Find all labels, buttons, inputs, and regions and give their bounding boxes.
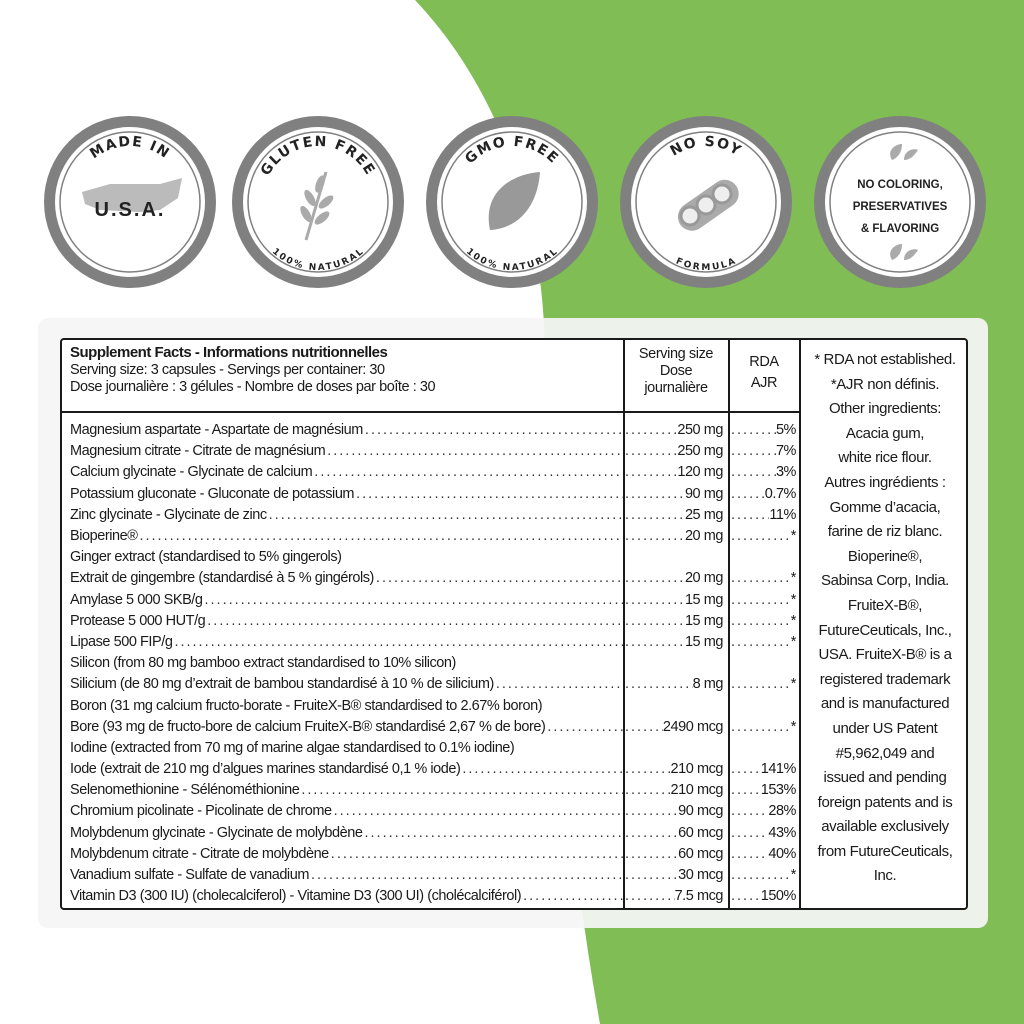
dot-leader	[545, 719, 623, 736]
dot-leader	[623, 803, 678, 820]
side-note-line: FruiteX-B®,	[847, 596, 923, 614]
dot-leader	[623, 846, 678, 863]
badge-line: & FLAVORING	[860, 223, 940, 235]
badge-bottom-text: 100% NATURAL	[464, 246, 560, 274]
dot-leader	[623, 507, 685, 524]
dot-leader	[623, 486, 685, 503]
dot-leader	[329, 846, 623, 863]
side-note-line: Bioperine®,	[847, 547, 923, 565]
header-line: journalière	[644, 380, 708, 396]
amount: 60 mcg	[678, 845, 723, 862]
ingredient-name: Lipase 500 FIP/g	[70, 633, 173, 650]
side-note-line: available exclusively	[821, 818, 949, 836]
dot-leader	[729, 613, 791, 630]
rda-value: *	[790, 867, 796, 884]
amount: 15 mg	[684, 591, 723, 608]
ingredient-name: Extrait de gingembre (standardisé à 5 % gingérols)	[70, 570, 374, 587]
dot-leader	[729, 825, 768, 842]
rda-value: 141%	[760, 761, 796, 778]
side-note-line: Other ingredients:	[828, 400, 942, 418]
dot-leader	[332, 803, 623, 820]
badge-bottom-text: 100% NATURAL	[270, 246, 366, 274]
amount: 2490 mcg	[662, 718, 723, 735]
badge-top-text: GLUTEN FREE	[257, 133, 379, 179]
table-row	[62, 611, 800, 632]
ingredient-name: Iodine (extracted from 70 mg of marine algae standardised to 0.1% iodine)	[70, 739, 515, 756]
dot-leader	[729, 761, 761, 778]
ingredient-name: Potassium gluconate - Gluconate de potassium	[70, 485, 355, 502]
table-row	[62, 632, 800, 653]
header-line: Dose	[659, 363, 693, 379]
table-row	[62, 759, 800, 780]
badge-gmo-free	[424, 114, 600, 290]
rda-value: *	[790, 633, 796, 650]
amount: 90 mg	[684, 485, 723, 502]
dot-leader	[460, 761, 623, 778]
dot-leader	[623, 464, 677, 481]
amount: 15 mg	[684, 633, 723, 650]
rda-value: 7%	[775, 443, 796, 460]
dot-leader	[623, 825, 678, 842]
table-row	[62, 717, 800, 738]
badge-line: PRESERVATIVES	[852, 201, 948, 213]
dot-leader	[363, 422, 623, 439]
rda-value: *	[790, 570, 796, 587]
side-note-line: and is manufactured	[820, 695, 950, 713]
badge-bottom-text: FORMULA	[674, 256, 738, 274]
side-note-line: Sabinsa Corp, India.	[821, 572, 949, 590]
amount: 120 mg	[677, 464, 723, 481]
table-row	[62, 484, 800, 505]
rda-value: 28%	[768, 803, 796, 820]
ingredient-name: Chromium picolinate - Picolinate de chrome	[70, 803, 332, 820]
rda-value: 5%	[775, 422, 796, 439]
dot-leader	[312, 464, 623, 481]
badge-no-soy	[618, 114, 794, 290]
side-note-line: registered trademark	[819, 670, 951, 688]
side-note-line: Acacia gum,	[845, 424, 925, 442]
ingredient-name: Vanadium sulfate - Sulfate de vanadium	[70, 867, 309, 884]
rda-value: 11%	[769, 506, 796, 523]
ingredient-name: Iode (extrait de 210 mg d’algues marines standardisé 0,1 % iode)	[70, 761, 461, 778]
dot-leader	[729, 867, 791, 884]
dot-leader	[267, 507, 623, 524]
dot-leader	[729, 719, 791, 736]
badge-top-text: MADE IN	[87, 133, 173, 163]
rda-value: 153%	[760, 782, 796, 799]
table-row	[62, 526, 800, 547]
header-line: RDA	[749, 354, 779, 370]
side-note-line: from FutureCeuticals,	[817, 842, 953, 860]
side-note-line: Inc.	[873, 867, 897, 885]
dot-leader	[623, 592, 685, 609]
ingredient-name: Silicium (de 80 mg d’extrait de bambou standardisé à 10 % de silicium)	[70, 676, 494, 693]
serving-en: Serving size: 3 capsules - Servings per container: 30	[70, 362, 385, 378]
badge-no-coloring	[812, 114, 988, 290]
rda-value: *	[790, 718, 796, 735]
dot-leader	[354, 486, 623, 503]
amount: 30 mcg	[678, 867, 723, 884]
table-row	[62, 780, 800, 801]
amount: 210 mcg	[670, 782, 723, 799]
ingredient-name: Amylase 5 000 SKB/g	[70, 591, 203, 608]
amount: 60 mcg	[678, 824, 723, 841]
badge-made-in	[42, 114, 218, 290]
table-row	[62, 886, 800, 907]
serving-size-header	[624, 346, 728, 397]
table-row	[62, 738, 800, 759]
rda-value: *	[790, 591, 796, 608]
side-note-line: foreign patents and is	[817, 793, 953, 811]
amount: 7.5 mcg	[674, 888, 723, 905]
dot-leader	[623, 888, 675, 905]
amount: 90 mcg	[678, 803, 723, 820]
side-notes	[802, 348, 968, 889]
dot-leader	[623, 570, 685, 587]
dot-leader	[623, 676, 693, 693]
amount: 8 mg	[692, 676, 723, 693]
dot-leader	[729, 507, 769, 524]
side-note-line: FutureCeuticals, Inc.,	[818, 621, 952, 639]
header-line: AJR	[750, 375, 778, 391]
side-note-line: Autres ingrédients :	[824, 473, 946, 491]
header-line: Serving size	[638, 346, 714, 362]
ingredient-name: Vitamin D3 (300 IU) (cholecalciferol) - Vitamine D3 (300 UI) (cholécalciférol)	[70, 888, 522, 905]
amount: 20 mg	[684, 528, 723, 545]
ingredient-name: Calcium glycinate - Glycinate de calcium	[70, 464, 313, 481]
ingredient-name: Molybdenum citrate - Citrate de molybdène	[70, 845, 329, 862]
rda-value: 0.7%	[764, 485, 796, 502]
rda-value: 3%	[775, 464, 796, 481]
amount: 25 mg	[684, 506, 723, 523]
serving-fr: Dose journalière : 3 gélules - Nombre de doses par boîte : 30	[70, 379, 436, 395]
ingredient-name: Silicon (from 80 mg bamboo extract standardised to 10% silicon)	[70, 655, 456, 672]
dot-leader	[729, 570, 791, 587]
table-row	[62, 844, 800, 865]
dot-leader	[362, 825, 623, 842]
amount: 250 mg	[677, 422, 723, 439]
dot-leader	[729, 634, 791, 651]
dot-leader	[205, 613, 623, 630]
ingredient-name: Bore (93 mg de fructo-bore de calcium FruiteX-B® standardisé 2,67 % de bore)	[70, 718, 546, 735]
table-row	[62, 441, 800, 462]
dot-leader	[729, 592, 791, 609]
dot-leader	[137, 528, 623, 545]
table-row	[62, 823, 800, 844]
side-note-line: * RDA not established.	[814, 351, 956, 368]
dot-leader	[623, 613, 685, 630]
dot-leader	[729, 803, 768, 820]
side-note-line: USA. FruiteX-B® is a	[818, 646, 952, 664]
dot-leader	[309, 867, 623, 884]
facts-header	[70, 344, 435, 396]
dot-leader	[623, 422, 677, 439]
rda-value: 43%	[768, 824, 796, 841]
dot-leader	[729, 528, 791, 545]
side-note-line: *AJR non définis.	[830, 375, 940, 393]
facts-title: Supplement Facts - Informations nutritionnelles	[70, 344, 388, 361]
dot-leader	[623, 528, 685, 545]
dot-leader	[299, 782, 623, 799]
dot-leader	[521, 888, 623, 905]
table-row	[62, 801, 800, 822]
side-note-line: white rice flour.	[838, 449, 932, 467]
dot-leader	[172, 634, 623, 651]
table-row	[62, 547, 800, 568]
table-row	[62, 865, 800, 886]
ingredient-name: Bioperine®	[70, 528, 138, 545]
dot-leader	[203, 592, 624, 609]
dot-leader	[623, 761, 671, 778]
dot-leader	[729, 782, 761, 799]
badge-top-text: NO SOY	[667, 133, 745, 160]
badge-top-text: GMO FREE	[462, 133, 562, 168]
amount: 20 mg	[684, 570, 723, 587]
table-row	[62, 505, 800, 526]
dot-leader	[729, 888, 761, 905]
ingredient-name: Boron (31 mg calcium fructo-borate - FruiteX-B® standardised to 2.67% boron)	[70, 697, 543, 714]
side-note-line: issued and pending	[823, 769, 947, 787]
dot-leader	[729, 486, 765, 503]
side-note-line: #5,962,049 and	[835, 744, 935, 762]
dot-leader	[623, 443, 677, 460]
table-row	[62, 568, 800, 589]
ingredient-name: Magnesium aspartate - Aspartate de magnésium	[70, 422, 363, 439]
dot-leader	[729, 464, 776, 481]
amount: 250 mg	[677, 443, 723, 460]
dot-leader	[729, 846, 768, 863]
dot-leader	[729, 422, 776, 439]
amount: 210 mcg	[670, 761, 723, 778]
dot-leader	[623, 719, 663, 736]
side-note-line: Gomme d’acacia,	[829, 498, 941, 516]
table-row	[62, 462, 800, 483]
rda-value: 40%	[768, 845, 796, 862]
dot-leader	[729, 676, 791, 693]
rda-value: 150%	[760, 888, 796, 905]
table-row	[62, 590, 800, 611]
ingredient-name: Molybdenum glycinate - Glycinate de molybdène	[70, 824, 363, 841]
side-note-line: farine de riz blanc.	[827, 523, 943, 541]
table-row	[62, 674, 800, 695]
dot-leader	[623, 867, 678, 884]
rda-header	[729, 352, 799, 394]
badge-gluten-free	[230, 114, 406, 290]
ingredient-name: Zinc glycinate - Glycinate de zinc	[70, 506, 267, 523]
supplement-facts-table	[60, 338, 968, 910]
ingredient-name: Magnesium citrate - Citrate de magnésium	[70, 443, 326, 460]
amount: 15 mg	[684, 612, 723, 629]
dot-leader	[494, 676, 623, 693]
rda-value: *	[790, 676, 796, 693]
rda-value: *	[790, 612, 796, 629]
table-row	[62, 653, 800, 674]
table-row	[62, 695, 800, 716]
dot-leader	[623, 634, 685, 651]
side-note-line: under US Patent	[832, 719, 938, 737]
badge-center-text: U.S.A.	[94, 199, 166, 221]
table-row	[62, 420, 800, 441]
ingredient-name: Selenomethionine - Sélénométhionine	[70, 782, 300, 799]
dot-leader	[623, 782, 671, 799]
dot-leader	[374, 570, 623, 587]
ingredient-name: Protease 5 000 HUT/g	[70, 612, 206, 629]
dot-leader	[325, 443, 623, 460]
badge-line: NO COLORING,	[857, 179, 943, 191]
ingredient-name: Ginger extract (standardised to 5% gingerols)	[70, 549, 342, 566]
dot-leader	[729, 443, 776, 460]
rda-value: *	[790, 528, 796, 545]
